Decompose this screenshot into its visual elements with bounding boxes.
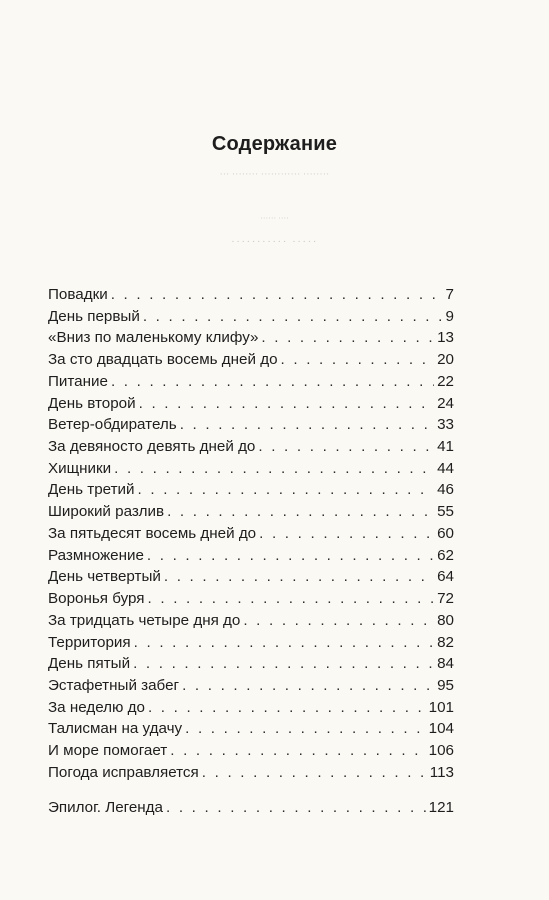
toc-entry [48, 416, 454, 438]
toc-entry-title: Территория [48, 633, 131, 651]
toc-entry-title: Хищники [48, 459, 112, 477]
dot-leader [185, 720, 426, 737]
dot-leader [180, 416, 434, 433]
toc-entry-page-number: 20 [437, 351, 454, 369]
dot-leader [170, 742, 425, 759]
toc-entry-page-number: 46 [437, 481, 454, 499]
toc-entry-page-number: 7 [445, 286, 454, 303]
toc-entry-title: День четвертый [48, 568, 161, 586]
toc-entry [48, 438, 454, 460]
toc-entry [48, 503, 454, 525]
toc-entry-page-number: 33 [437, 416, 454, 434]
dot-leader [143, 308, 443, 325]
toc-entry-title: За тридцать четыре дня до [48, 611, 241, 629]
table-of-contents [48, 286, 454, 820]
toc-entry-title: «Вниз по маленькому клифу» [48, 329, 259, 347]
toc-entry-page-number: 60 [437, 524, 454, 542]
toc-entry-title: Эпилог. Легенда [48, 798, 163, 816]
dot-leader [148, 699, 426, 716]
toc-entry-page-number: 24 [437, 394, 454, 412]
toc-entry-page-number: 9 [445, 307, 454, 325]
toc-entry-page-number: 104 [428, 720, 454, 738]
toc-entry [48, 590, 454, 612]
dot-leader [114, 460, 434, 477]
dot-leader [139, 395, 434, 412]
toc-entry [48, 308, 454, 330]
toc-entry-title: Питание [48, 372, 108, 390]
dot-leader [134, 634, 434, 651]
toc-entry [48, 634, 454, 656]
toc-entry-page-number: 95 [437, 676, 454, 694]
show-through-text: ······ ···· [260, 214, 289, 223]
toc-entry-page-number: 82 [437, 633, 454, 651]
dot-leader [259, 525, 434, 542]
toc-entry-title: Повадки [48, 286, 108, 303]
toc-entry-title: День первый [48, 307, 140, 325]
dot-leader [243, 612, 434, 629]
toc-entry-page-number: 13 [437, 329, 454, 347]
toc-entry [48, 742, 454, 764]
toc-entry-page-number: 101 [428, 698, 454, 716]
toc-entry-page-number: 64 [437, 568, 454, 586]
toc-entry [48, 764, 454, 786]
toc-entry [48, 612, 454, 634]
dot-leader [138, 481, 435, 498]
toc-entry-title: День второй [48, 394, 136, 412]
toc-entry [48, 351, 454, 373]
toc-entry-page-number: 80 [437, 611, 454, 629]
toc-entry-title: Широкий разлив [48, 503, 165, 521]
toc-entry-title: Ветер-обдиратель [48, 416, 177, 434]
toc-entry [48, 720, 454, 742]
toc-entry-title: День третий [48, 481, 135, 499]
toc-entry [48, 481, 454, 503]
toc-entry-page-number: 113 [429, 763, 454, 781]
toc-entry-title: Погода исправляется [48, 763, 199, 781]
toc-entry [48, 699, 454, 721]
toc-entry-page-number: 22 [437, 372, 454, 390]
toc-entry-title: За сто двадцать восемь дней до [48, 351, 278, 369]
toc-entry-page-number: 84 [437, 655, 454, 673]
toc-entry-title: И море помогает [48, 742, 168, 760]
dot-leader [261, 329, 434, 346]
toc-entry-title: Размножение [48, 546, 144, 564]
dot-leader [258, 438, 434, 455]
toc-entry [48, 525, 454, 547]
dot-leader [147, 547, 434, 564]
toc-entry-title: За пятьдесят восемь дней до [48, 524, 257, 542]
toc-entry [48, 677, 454, 699]
toc-entry-title: Эстафетный забег [48, 676, 180, 694]
toc-entry-page-number: 62 [437, 546, 454, 564]
toc-entry [48, 373, 454, 395]
toc-entry [48, 568, 454, 590]
page-title: Содержание [211, 133, 338, 155]
dot-leader [111, 373, 434, 390]
dot-leader [202, 764, 427, 781]
toc-entry-title: День пятый [48, 655, 131, 673]
toc-entry-page-number: 44 [437, 459, 454, 477]
dot-leader [111, 286, 443, 303]
dot-leader [182, 677, 434, 694]
show-through-text: ··········· ····· [231, 236, 318, 248]
toc-entry-title: За неделю до [48, 698, 145, 716]
show-through-text: ··· ········ ············ ········ [219, 169, 330, 179]
toc-entry [48, 655, 454, 677]
toc-entry-epilogue [48, 799, 454, 821]
dot-leader [148, 590, 435, 607]
toc-entry-title: Воронья буря [48, 590, 145, 608]
dot-leader [133, 655, 434, 672]
toc-entry [48, 329, 454, 351]
toc-entry-page-number: 41 [437, 438, 454, 456]
toc-entry [48, 286, 454, 308]
dot-leader [164, 568, 434, 585]
toc-entry-page-number: 72 [437, 590, 454, 608]
toc-entry-page-number: 121 [428, 798, 454, 816]
dot-leader [167, 503, 434, 520]
toc-entry-page-number: 55 [437, 503, 454, 521]
toc-entry [48, 395, 454, 417]
toc-entry-page-number: 106 [428, 742, 454, 760]
toc-entry-title: Талисман на удачу [48, 720, 183, 738]
toc-entry [48, 547, 454, 569]
dot-leader [166, 799, 426, 816]
toc-entry [48, 460, 454, 482]
toc-entry-title: За девяносто девять дней до [48, 438, 256, 456]
dot-leader [281, 351, 435, 368]
